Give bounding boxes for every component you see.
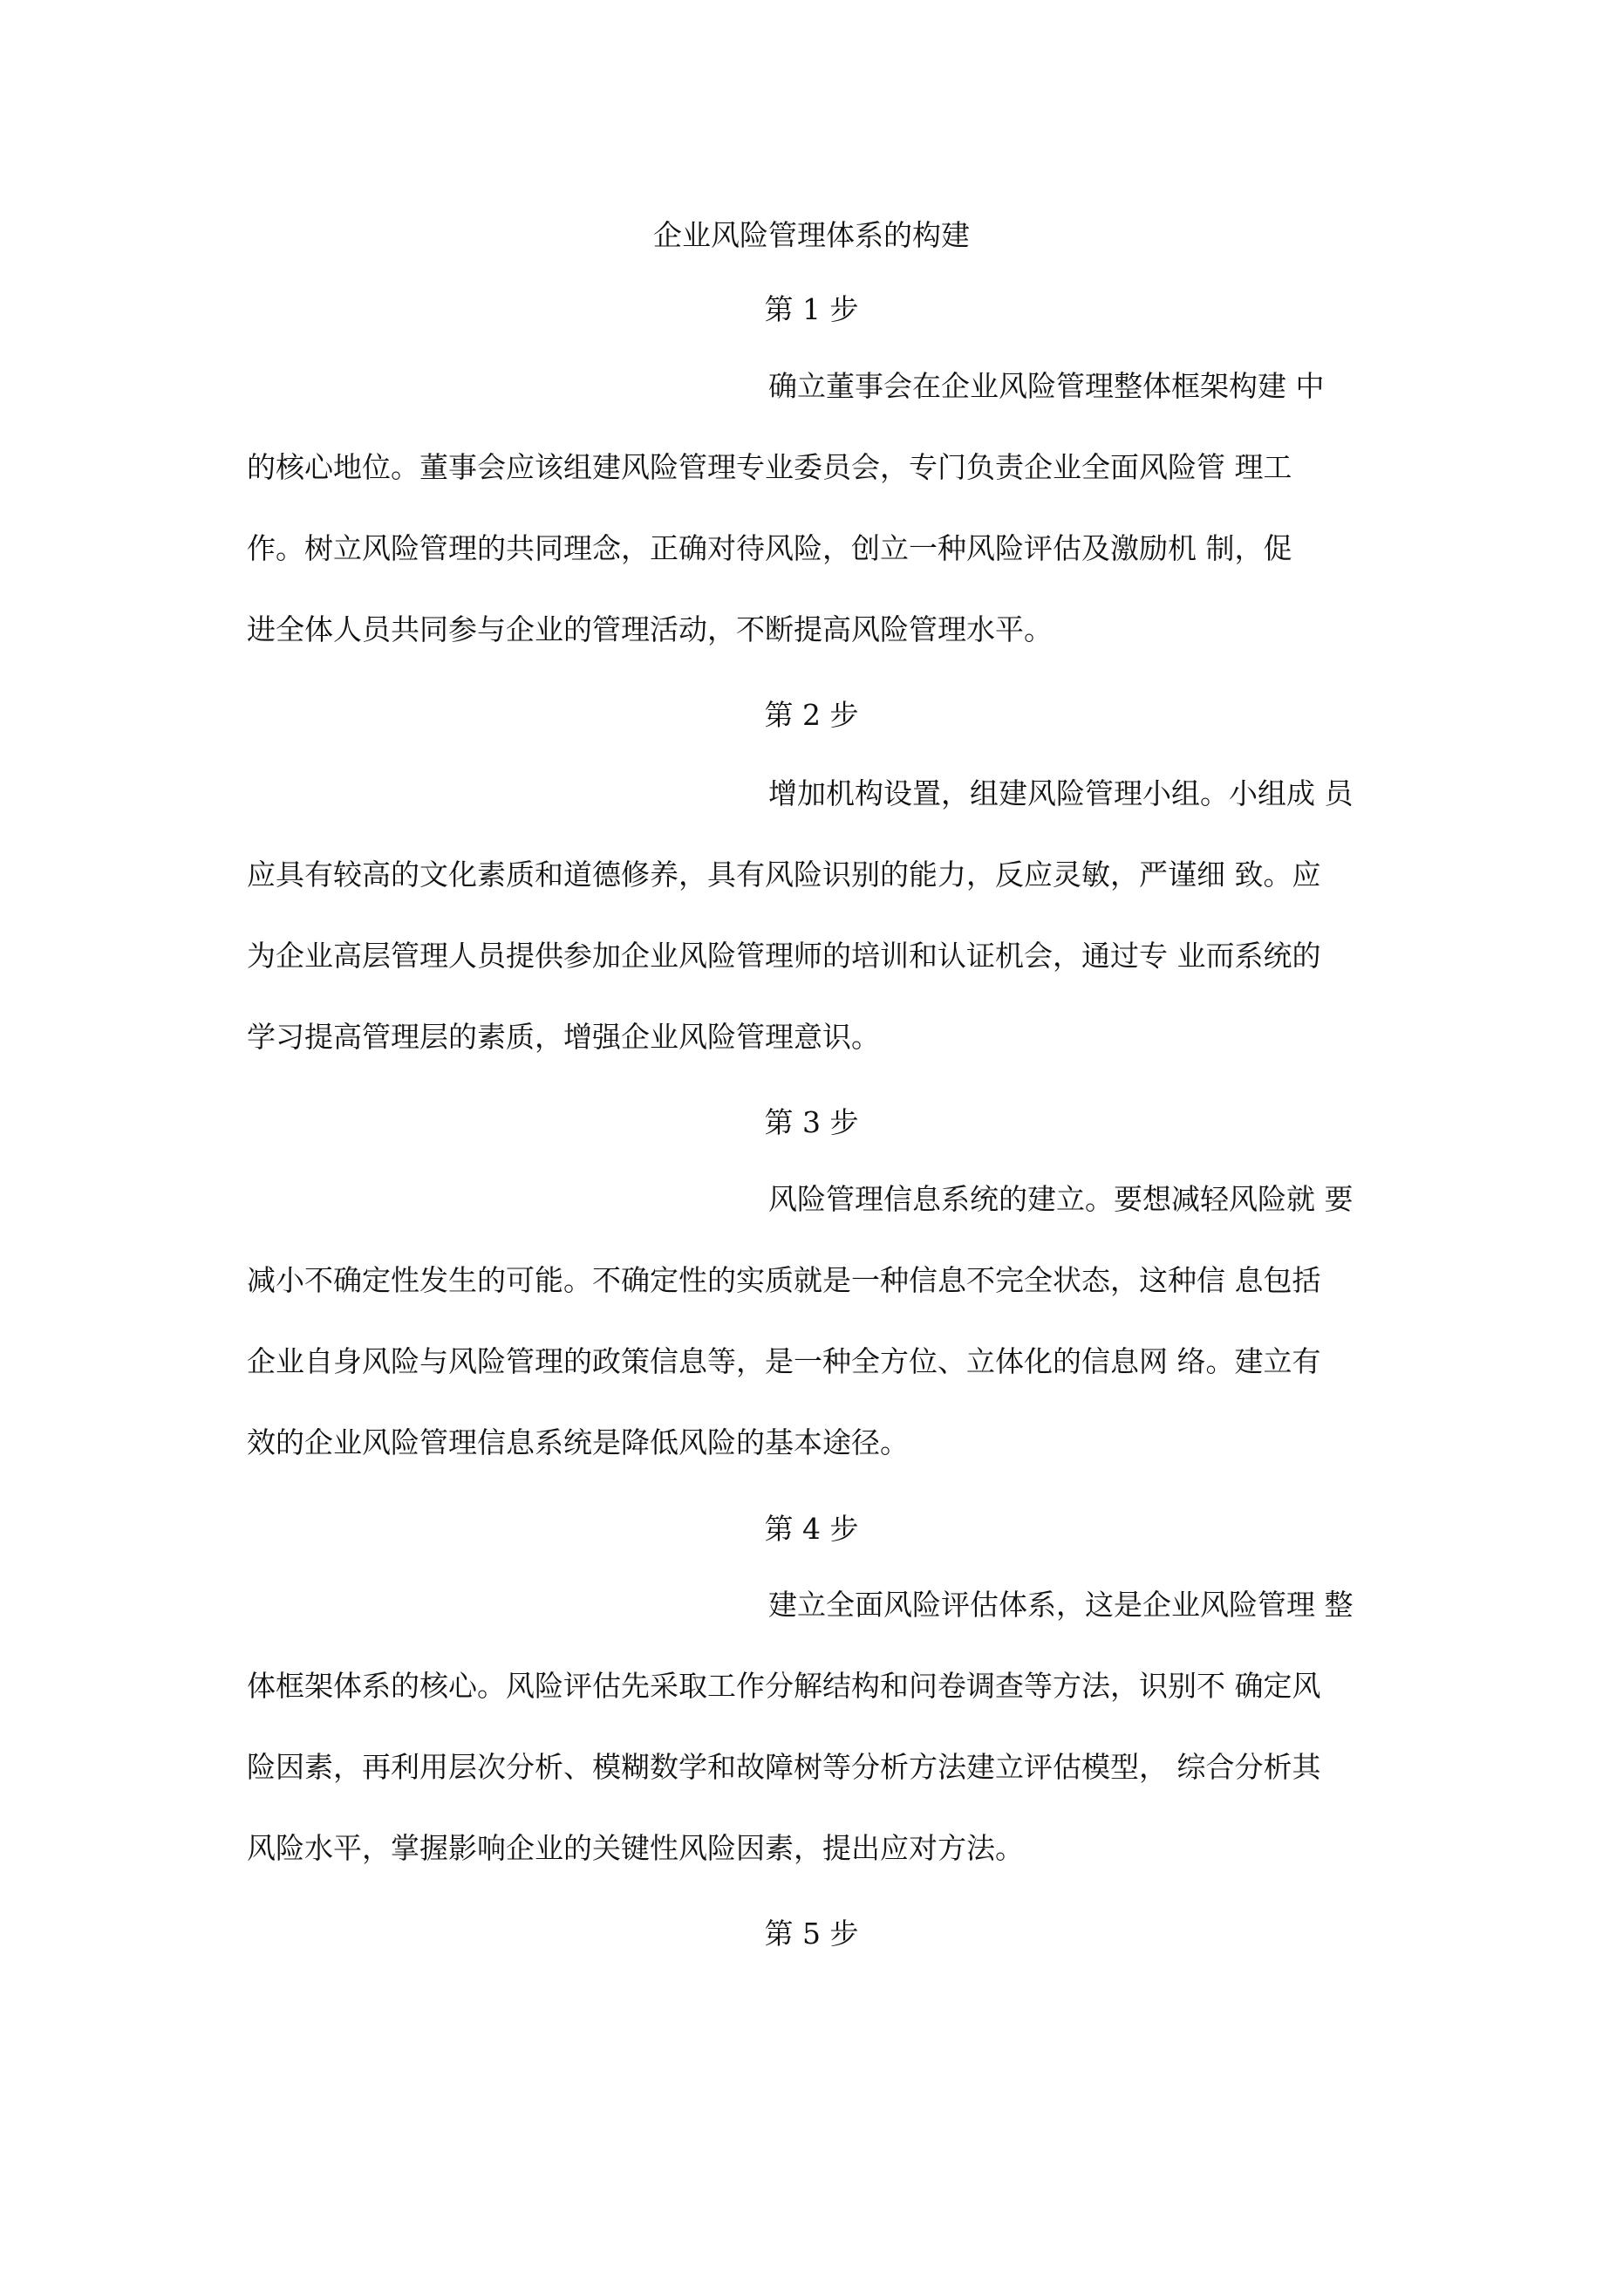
paragraph-line: 减小不确定性发生的可能。不确定性的实质就是一种信息不完全状态，这种信 息包括 — [247, 1263, 1321, 1297]
paragraph-line: 建立全面风险评估体系，这是企业风险管理 整 — [768, 1588, 1354, 1622]
step-heading-1: 第 1 步 — [764, 292, 859, 326]
step-paragraph-1 — [247, 365, 1381, 689]
paragraph-line: 应具有较高的文化素质和道德修养，具有风险识别的能力，反应灵敏，严谨细 致。应 — [247, 858, 1321, 892]
paragraph-line: 风险水平，掌握影响企业的关键性风险因素，提出应对方法。 — [247, 1831, 1024, 1865]
step-heading-5: 第 5 步 — [764, 1917, 859, 1951]
paragraph-line: 增加机构设置，组建风险管理小组。小组成 员 — [768, 776, 1354, 810]
paragraph-line: 学习提高管理层的素质，增强企业风险管理意识。 — [247, 1020, 880, 1054]
step-paragraph-2 — [247, 772, 1381, 1097]
paragraph-line: 进全体人员共同参与企业的管理活动，不断提高风险管理水平。 — [247, 612, 1053, 646]
step-heading-3: 第 3 步 — [764, 1105, 859, 1139]
step-paragraph-3 — [247, 1178, 1381, 1502]
paragraph-line: 企业自身风险与风险管理的政策信息等，是一种全方位、立体化的信息网 络。建立有 — [247, 1344, 1321, 1378]
document-title: 企业风险管理体系的构建 — [653, 218, 970, 252]
paragraph-line: 险因素，再利用层次分析、模糊数学和故障树等分析方法建立评估模型， 综合分析其 — [247, 1750, 1321, 1784]
step-paragraph-4 — [247, 1583, 1381, 1908]
paragraph-line: 为企业高层管理人员提供参加企业风险管理师的培训和认证机会，通过专 业而系统的 — [247, 939, 1321, 973]
step-heading-4: 第 4 步 — [764, 1512, 859, 1546]
paragraph-line: 确立董事会在企业风险管理整体框架构建 中 — [768, 369, 1325, 403]
paragraph-line: 作。树立风险管理的共同理念，正确对待风险，创立一种风险评估及激励机 制，促 — [247, 531, 1292, 565]
paragraph-line: 体框架体系的核心。风险评估先采取工作分解结构和问卷调查等方法，识别不 确定风 — [247, 1669, 1321, 1703]
paragraph-line: 效的企业风险管理信息系统是降低风险的基本途径。 — [247, 1425, 909, 1459]
step-heading-2: 第 2 步 — [764, 698, 859, 732]
paragraph-line: 风险管理信息系统的建立。要想减轻风险就 要 — [768, 1182, 1354, 1216]
paragraph-line: 的核心地位。董事会应该组建风险管理专业委员会，专门负责企业全面风险管 理工 — [247, 450, 1292, 484]
